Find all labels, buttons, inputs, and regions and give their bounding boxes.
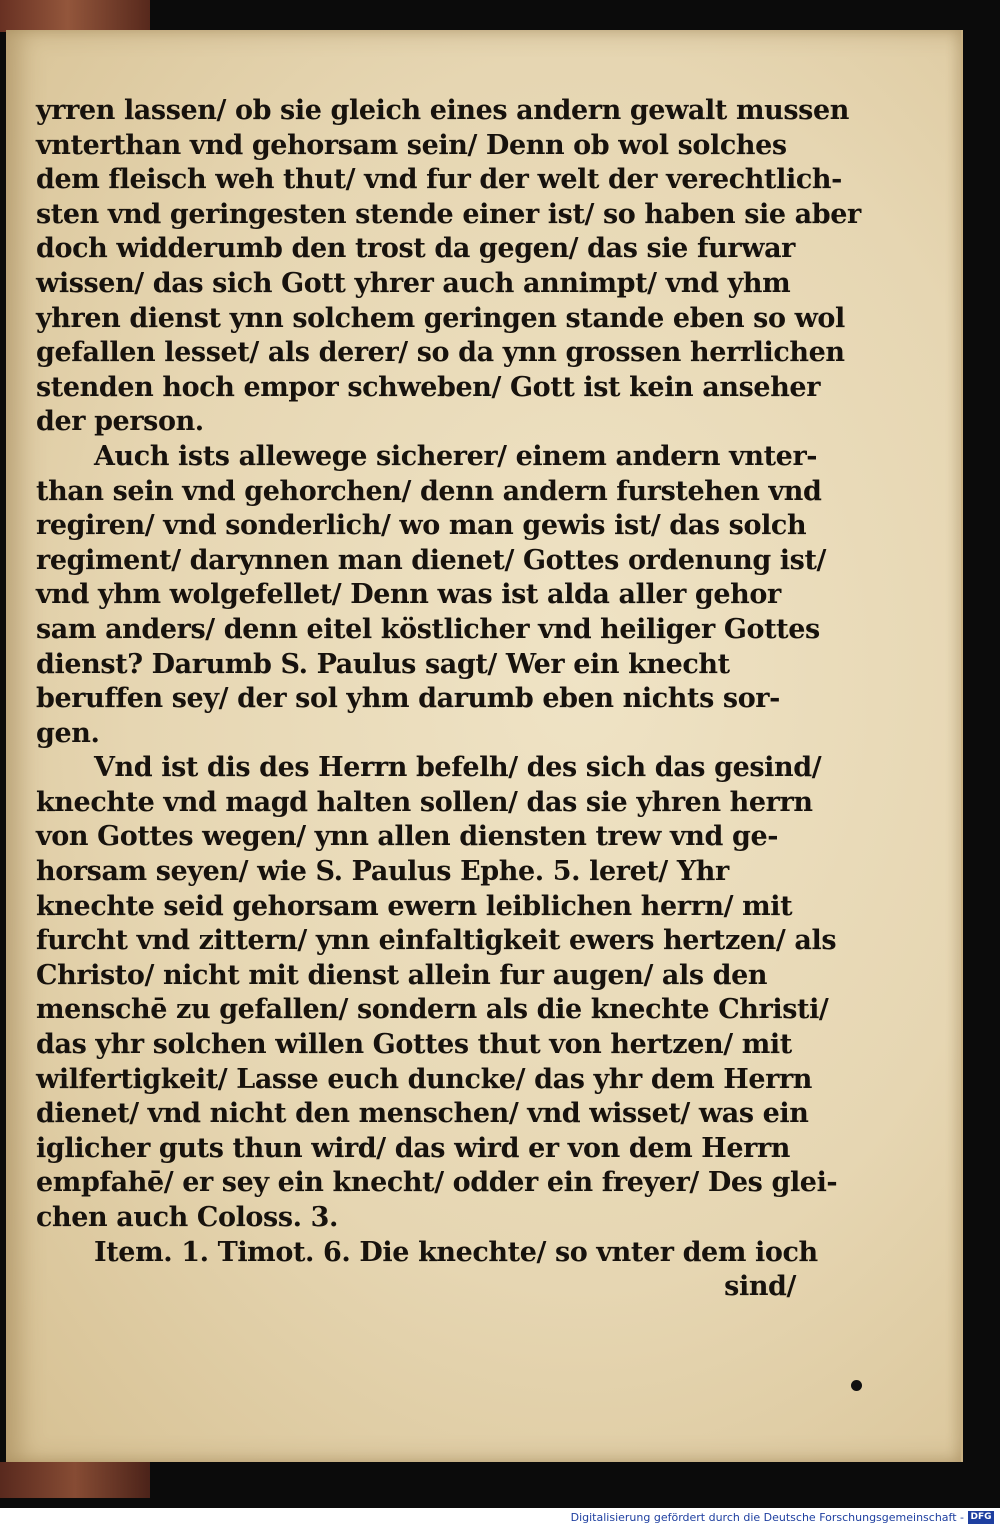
footer [0, 1508, 1000, 1528]
text-line: iglicher guts thun wird/ das wird er von dem Herrn [36, 1132, 791, 1164]
book-page [6, 30, 963, 1462]
text-line: knechte vnd magd halten sollen/ das sie yhren herrn [36, 786, 813, 818]
text-line: menschē zu gefallen/ sondern als die knechte Christi/ [36, 994, 829, 1026]
funding-credit: Digitalisierung gefördert durch die Deutsche Forschungsgemeinschaft - [570, 1511, 964, 1524]
text-line: gen. [36, 717, 100, 749]
text-line: regiment/ darynnen man dienet/ Gottes ordenung ist/ [36, 544, 826, 576]
text-line: dienst? Darumb S. Paulus sagt/ Wer ein knecht [36, 648, 730, 680]
text-line: regiren/ vnd sonderlich/ wo man gewis ist/ das solch [36, 510, 807, 542]
text-line: beruffen sey/ der sol yhm darumb eben nichts sor- [36, 683, 780, 715]
text-line: horsam seyen/ wie S. Paulus Ephe. 5. leret/ Yhr [36, 856, 729, 888]
text-line: than sein vnd gehorchen/ denn andern furstehen vnd [36, 475, 822, 507]
binding-top [0, 0, 150, 32]
text-line: wissen/ das sich Gott yhrer auch annimpt/ vnd yhm [36, 267, 791, 299]
text-line: yrren lassen/ ob sie gleich eines andern gewalt mussen [36, 95, 849, 126]
text-line: das yhr solchen willen Gottes thut von hertzen/ mit [36, 1029, 792, 1061]
text-line: yhren dienst ynn solchem geringen stande eben so wol [36, 302, 845, 334]
paragraph-start-line: Item. 1. Timot. 6. Die knechte/ so vnter dem ioch [94, 1236, 818, 1268]
text-line: knechte seid gehorsam ewern leiblichen herrn/ mit [36, 890, 793, 922]
text-line: vnd yhm wolgefellet/ Denn was ist alda aller gehor [36, 579, 781, 611]
catchword: sind/ [724, 1271, 796, 1303]
text-line: dienet/ vnd nicht den menschen/ vnd wisset/ was ein [36, 1098, 809, 1130]
binding-bottom [0, 1462, 150, 1498]
text-line: empfahē/ er sey ein knecht/ odder ein freyer/ Des glei- [36, 1167, 838, 1199]
text-line: von Gottes wegen/ ynn allen diensten trew vnd ge- [36, 821, 779, 853]
text-line: sam anders/ denn eitel köstlicher vnd heiliger Gottes [36, 613, 820, 645]
paragraph-start-line: Vnd ist dis des Herrn befelh/ des sich das gesind/ [94, 752, 822, 784]
text-line: furcht vnd zittern/ ynn einfaltigkeit ewers hertzen/ als [36, 925, 837, 957]
text-line: gefallen lesset/ als derer/ so da ynn grossen herrlichen [36, 337, 845, 369]
ink-dot [851, 1380, 862, 1391]
text-line: doch widderumb den trost da gegen/ das sie furwar [36, 233, 795, 265]
page-text [36, 94, 861, 1305]
text-line: wilfertigkeit/ Lasse euch duncke/ das yhr dem Herrn [36, 1063, 813, 1095]
paragraph-start-line: Auch ists allewege sicherer/ einem andern vnter- [94, 440, 818, 472]
dfg-logo-icon: DFG [968, 1511, 994, 1524]
text-line: Christo/ nicht mit dienst allein fur augen/ als den [36, 959, 768, 991]
text-line: vnterthan vnd gehorsam sein/ Denn ob wol solches [36, 129, 787, 161]
text-line: der person. [36, 406, 204, 438]
text-line: stenden hoch empor schweben/ Gott ist kein anseher [36, 371, 821, 403]
text-line: dem fleisch weh thut/ vnd fur der welt der verechtlich- [36, 164, 842, 196]
text-line: sten vnd geringesten stende einer ist/ so haben sie aber [36, 198, 861, 230]
text-line: chen auch Coloss. 3. [36, 1202, 339, 1233]
